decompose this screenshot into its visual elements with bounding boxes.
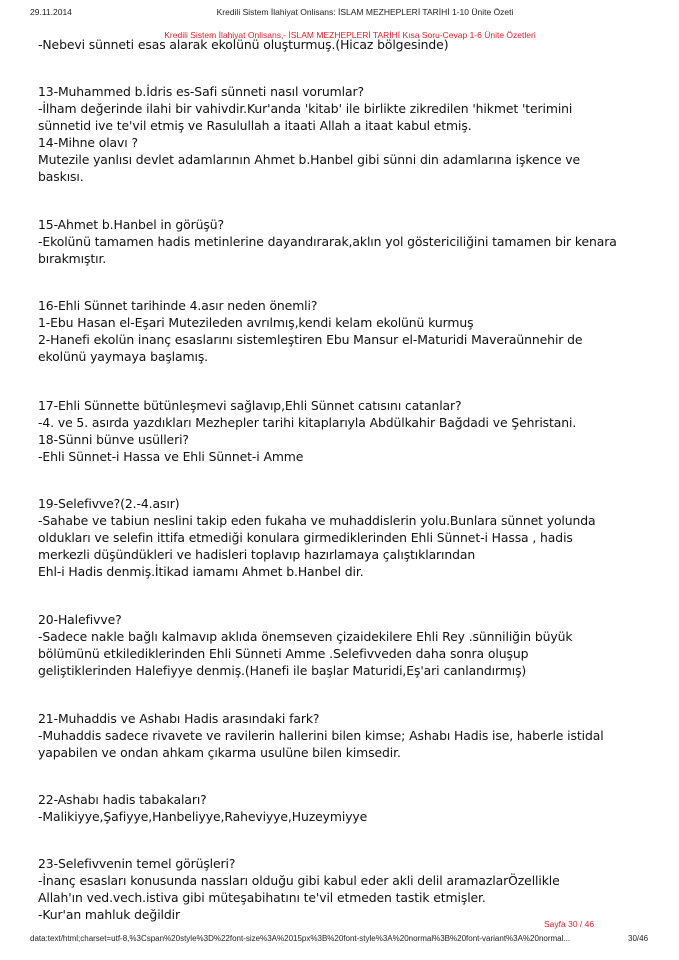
text-line: sünnetid ive te'vil etmiş ve Rasulullah a itaati Allah a itaat kabul etmiş. (38, 118, 472, 133)
question-line: 20-Halefivve? (38, 612, 122, 627)
text-line: merkezli düşündükleri ve hadisleri toplavıp hazırlamaya çalıştıklarından (38, 547, 476, 562)
text-line: -Sadece nakle bağlı kalmavıp aklıda önemseven çizaidekilere Ehli Rey .sünniliğin büyük (38, 629, 573, 644)
text-line: geliştiklerinden Halefiyye denmiş.(Hanefi ile başlar Maturidi,Eş'ari canlandırmış) (38, 663, 527, 678)
answer-12-tail (38, 36, 638, 53)
question-line: 22-Ashabı hadis tabakaları? (38, 792, 207, 807)
question-line: 14-Mihne olavı ? (38, 135, 138, 150)
header-date: 29.11.2014 (30, 7, 72, 17)
text-line: -4. ve 5. asırda yazdıkları Mezhepler tarihi kitaplarıyla Abdülkahir Bağdadi ve Şehristani. (38, 415, 577, 430)
text-line: Allah'ın ved.vech.istiva gibi müteşabihatını te'vil etmeden tastik etmişler. (38, 890, 486, 905)
qa-16 (38, 297, 638, 365)
text-line: oldukları ve selefin ittifa etmediği konulara girmediklerinden Ehli Sünnet-i Hassa , hadis (38, 530, 573, 545)
qa-23 (38, 855, 638, 923)
question-line: 17-Ehli Sünnette bütünleşmevi sağlavıp,Ehli Sünnet catısını catanlar? (38, 398, 462, 413)
text-line: 1-Ebu Hasan el-Eşari Mutezileden avrılmış,kendi kelam ekolünü kurmuş (38, 315, 474, 330)
text-line: Ehl-i Hadis denmiş.İtikad iamamı Ahmet b.Hanbel dir. (38, 564, 364, 579)
text-line: -Muhaddis sadece rivavete ve ravilerin hallerini bilen kimse; Ashabı Hadis ise, haberle istidal (38, 728, 604, 743)
question-line: 19-Selefivve?(2.-4.asır) (38, 496, 180, 511)
header-subtitle: Kredili Sistem İlahiyat Onlisans,- İSLAM MEZHEPLERİ TARİHİ Kısa Soru-Cevap 1-6 Ünite Özetleri (164, 30, 536, 40)
text-line: Mutezile yanlısı devlet adamlarının Ahmet b.Hanbel gibi sünni din adamlarına işkence ve (38, 152, 581, 167)
text-line: ekolünü yaymaya başlamış. (38, 349, 209, 364)
text-line: -Nebevi sünneti esas alarak ekolünü oluşturmuş.(Hicaz bölgesinde) (38, 37, 449, 52)
text-line: bölümünü etkilediklerinden Ehli Sünneti Amme .Selefivveden daha sonra oluşup (38, 646, 529, 661)
text-line: -Kur'an mahluk değildir (38, 907, 180, 922)
qa-13-14 (38, 83, 638, 185)
question-line: 13-Muhammed b.İdris es-Safi sünneti nasıl vorumlar? (38, 84, 364, 99)
header-title: Kredili Sistem İlahiyat Onlisans: İSLAM MEZHEPLERİ TARİHİ 1-10 Ünite Özeti (216, 7, 514, 17)
text-line: -İlham değerinde ilahi bir vahivdir.Kur'anda 'kitab' ile birlikte zikredilen 'hikmet 'terimini (38, 101, 573, 116)
question-line: 15-Ahmet b.Hanbel in görüşü? (38, 217, 224, 232)
qa-22 (38, 791, 638, 825)
text-line: -Malikiyye,Şafiyye,Hanbeliyye,Raheviyye,Huzeymiyye (38, 809, 368, 824)
qa-19 (38, 495, 638, 580)
text-line: baskısı. (38, 169, 84, 184)
footer-page-count: 30/46 (628, 934, 649, 943)
text-line: 2-Hanefi ekolün inanç esaslarını sistemleştiren Ebu Mansur el-Maturidi Maveraünnehir de (38, 332, 583, 347)
question-line: 16-Ehli Sünnet tarihinde 4.asır neden önemli? (38, 298, 318, 313)
text-line: bırakmıştır. (38, 251, 107, 266)
text-line: -Ekolünü tamamen hadis metinlerine dayandırarak,aklın yol göstericiliğini tamamen bir kenara (38, 234, 617, 249)
question-line: 23-Selefivvenin temel görüşleri? (38, 856, 236, 871)
question-line: 21-Muhaddis ve Ashabı Hadis arasındaki fark? (38, 711, 320, 726)
qa-15 (38, 216, 638, 267)
qa-20 (38, 611, 638, 679)
qa-21 (38, 710, 638, 761)
text-line: -İnanç esasları konusunda nassları olduğu gibi kabul eder akli delil aramazlarÖzellikle (38, 873, 560, 888)
page-number-label: Sayfa 30 / 46 (544, 919, 595, 929)
text-line: yapabilen ve ondan ahkam çıkarma usulüne bilen kimsedir. (38, 745, 401, 760)
qa-17-18 (38, 397, 638, 465)
text-line: -Ehli Sünnet-i Hassa ve Ehli Sünnet-i Amme (38, 449, 304, 464)
footer-url: data:text/html;charset=utf-8,%3Cspan%20style%3D%22font-size%3A%2015px%3B%20font-style%3A%20normal%3B%20font-variant%3A%20normal... (30, 934, 571, 943)
question-line: 18-Sünni bünve usülleri? (38, 432, 189, 447)
text-line: -Sahabe ve tabiun neslini takip eden fukaha ve muhaddislerin yolu.Bunlara sünnet yolunda (38, 513, 596, 528)
